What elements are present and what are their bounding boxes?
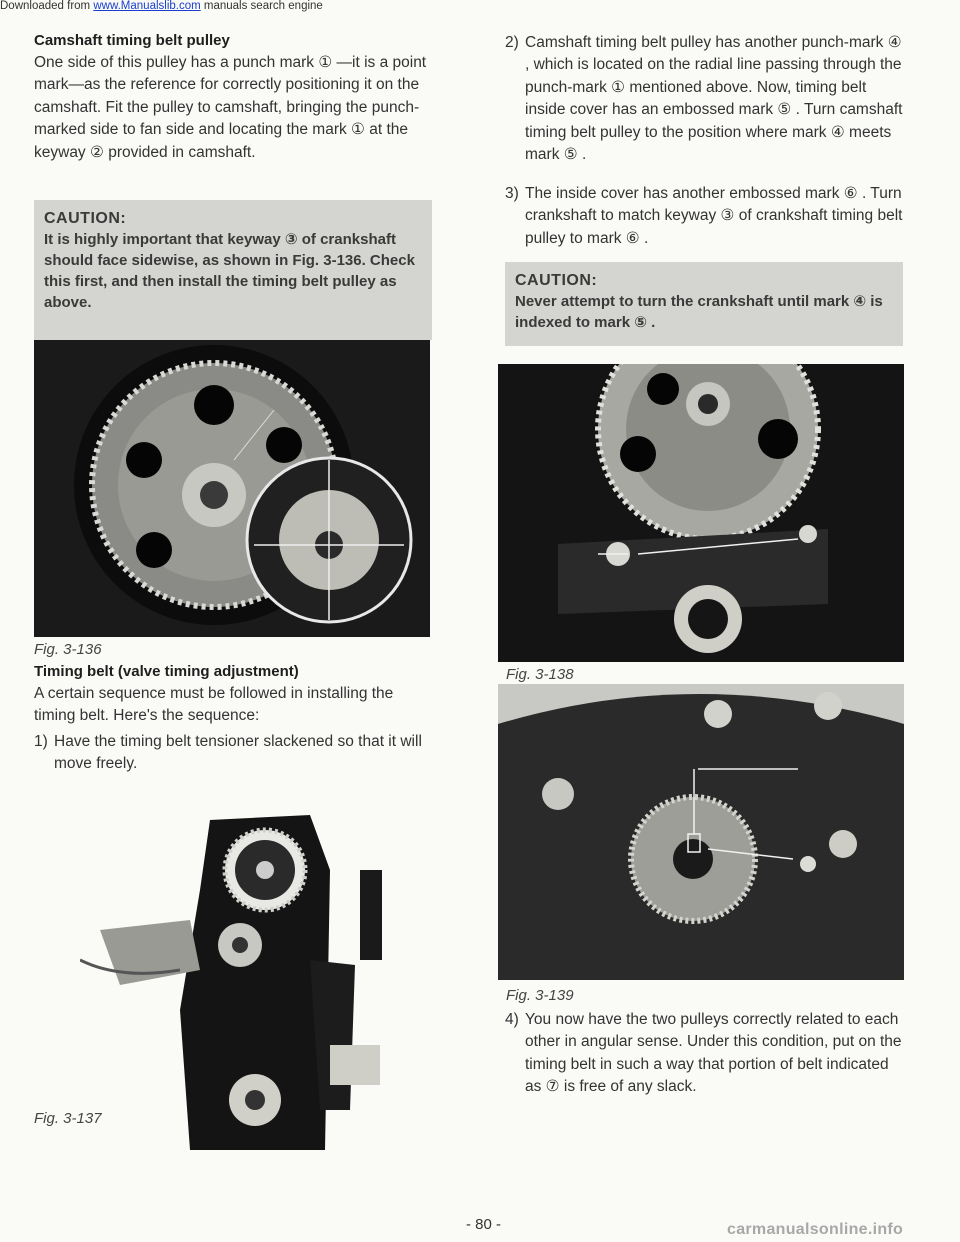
figure-3-139-caption: Fig. 3-139 <box>506 987 574 1004</box>
pulley-alignment-illustration <box>498 364 904 662</box>
step-1-text: Have the timing belt tensioner slackened so that it will move freely. <box>54 733 422 773</box>
camshaft-pulley-text: One side of this pulley has a punch mark ① —it is a point mark—as the reference for correctly positioning it on the camshaft. Fit the pulley to camshaft, bringing the punch-marked side to fan side and locating the mark ① at the keyway ② provided in camshaft. <box>34 54 427 161</box>
figure-3-136-caption: Fig. 3-136 <box>34 641 102 658</box>
download-banner <box>0 0 960 14</box>
caution-box-keyway <box>34 200 432 340</box>
page-number: - 80 - <box>466 1216 502 1233</box>
step-3 <box>505 183 905 250</box>
step-1-number: 1) <box>34 733 48 750</box>
step-4 <box>505 1009 905 1099</box>
camshaft-pulley-paragraph <box>34 52 432 164</box>
step-3-text: The inside cover has another embossed mark ⑥ . Turn crankshaft to match keyway ③ of crankshaft timing belt pulley to mark ⑥ . <box>525 185 903 247</box>
step-3-number: 3) <box>505 185 519 202</box>
engine-front-illustration <box>80 810 398 1150</box>
banner-suffix: manuals search engine <box>200 0 323 12</box>
caution-title-right: CAUTION: <box>515 272 598 289</box>
step-2-number: 2) <box>505 34 519 51</box>
step-2 <box>505 32 905 166</box>
figure-3-136-photo <box>34 340 430 637</box>
section-heading-camshaft-pulley: Camshaft timing belt pulley <box>34 32 230 49</box>
figure-3-139-photo <box>498 684 904 980</box>
step-2-text: Camshaft timing belt pulley has another punch-mark ④ , which is located on the radial line passing through the punch-mark ① mentioned above. Now, timing belt inside cover has an embossed mark ⑤ . Turn camshaft timing belt pulley to the position where mark ④ meets mark ⑤ . <box>525 34 903 164</box>
figure-3-138-caption: Fig. 3-138 <box>506 666 574 683</box>
timing-belt-intro-text: A certain sequence must be followed in installing the timing belt. Here's the sequence: <box>34 685 394 725</box>
watermark: carmanualsonline.info <box>727 1221 904 1238</box>
timing-belt-intro <box>34 683 432 728</box>
figure-3-137-caption: Fig. 3-137 <box>34 1110 102 1127</box>
caution-text-right: Never attempt to turn the crankshaft until mark ④ is indexed to mark ⑤ . <box>515 293 883 331</box>
caution-text: It is highly important that keyway ③ of crankshaft should face sidewise, as shown in Fig. 3-136. Check this first, and then install the timing belt pulley as above. <box>44 231 415 311</box>
step-1 <box>34 731 432 776</box>
section-heading-timing-belt: Timing belt (valve timing adjustment) <box>34 663 299 680</box>
banner-prefix: Downloaded from <box>0 0 94 12</box>
manualslib-link[interactable]: www.Manualslib.com <box>93 0 201 12</box>
caution-box-crankshaft <box>505 262 903 346</box>
caution-title: CAUTION: <box>44 210 127 227</box>
step-4-number: 4) <box>505 1011 519 1028</box>
figure-3-137-photo <box>80 810 398 1150</box>
crankshaft-pulley-illustration <box>498 684 904 980</box>
step-4-text: You now have the two pulleys correctly related to each other in angular sense. Under this condition, put on the timing belt in such a way that portion of belt indicated as ⑦ is free of any slack. <box>525 1011 902 1096</box>
camshaft-pulley-illustration <box>34 340 430 637</box>
figure-3-138-photo <box>498 364 904 662</box>
